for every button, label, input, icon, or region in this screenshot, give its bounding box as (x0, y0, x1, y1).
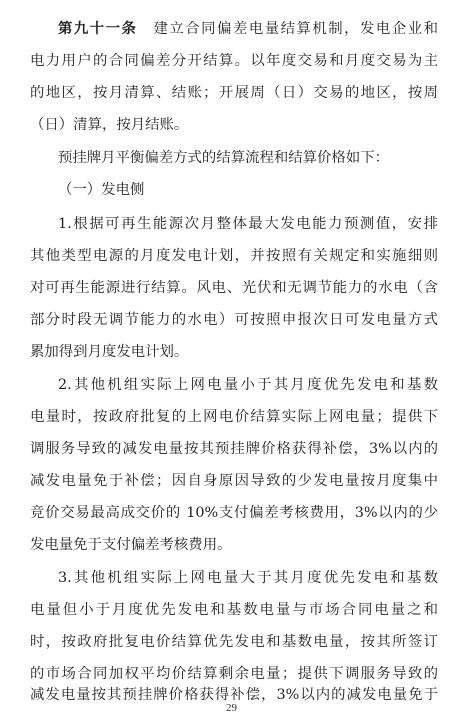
text-line-19: 时，按政府批复电价结算优先发电和基数电量，按其所签订 (30, 634, 438, 650)
text-line-7: 其他类型电源的月度发电计划，并按照有关规定和实施细则 (30, 248, 438, 264)
text-line-6: 1.根据可再生能源次月整体最大发电能力预测值，安排 (58, 216, 438, 232)
text-line-20: 的市场合同加权平均价结算剩余电量；提供下调服务导致的 (30, 666, 438, 682)
article-text: 建立合同偏差电量结算机制，发电企业和 (153, 21, 438, 37)
page-number: 29 (226, 702, 237, 714)
text-line-4: 预挂牌月平衡偏差方式的结算流程和结算价格如下： (58, 150, 389, 166)
text-line-11: 2.其他机组实际上网电量小于其月度优先发电和基数 (58, 377, 438, 393)
text-line-14: 减发电量免于补偿；因自身原因导致的少发电量按月度集中 (30, 473, 438, 489)
text-line-17: 3.其他机组实际上网电量大于其月度优先发电和基数 (58, 570, 438, 586)
text-line-16: 发电量免于支付偏差考核费用。 (30, 537, 232, 553)
text-line-3: （日）清算，按月结账。 (30, 117, 189, 133)
text-line-13: 调服务导致的减发电量按其预挂牌价格获得补偿，3%以内的 (30, 441, 438, 457)
text-line-15: 竞价交易最高成交价的 10%支付偏差考核费用，3%以内的少 (30, 505, 438, 521)
article-label: 第九十一条 (58, 20, 138, 37)
text-line-12: 电量时，按政府批复的上网电价结算实际上网电量；提供下 (30, 409, 438, 425)
text-line-2: 的地区，按月清算、结账；开展周（日）交易的地区，按周 (30, 85, 438, 101)
text-line-8: 对可再生能源进行结算。风电、光伏和无调节能力的水电（含 (30, 280, 438, 296)
section-heading-generation-side: （一）发电侧 (58, 182, 145, 198)
text-line-1: 电力用户的合同偏差分开结算。以年度交易和月度交易为主 (30, 53, 438, 69)
article-91-heading-line (58, 13, 438, 45)
text-line-21: 减发电量按其预挂牌价格获得补偿，3%以内的减发电量免于 (30, 687, 438, 703)
text-line-9: 部分时段无调节能力的水电）可按照申报次日可发电量方式 (30, 312, 438, 328)
text-line-18: 电量但小于月度优先发电和基数电量与市场合同电量之和 (30, 602, 438, 618)
text-line-10: 累加得到月度发电计划。 (30, 344, 189, 360)
